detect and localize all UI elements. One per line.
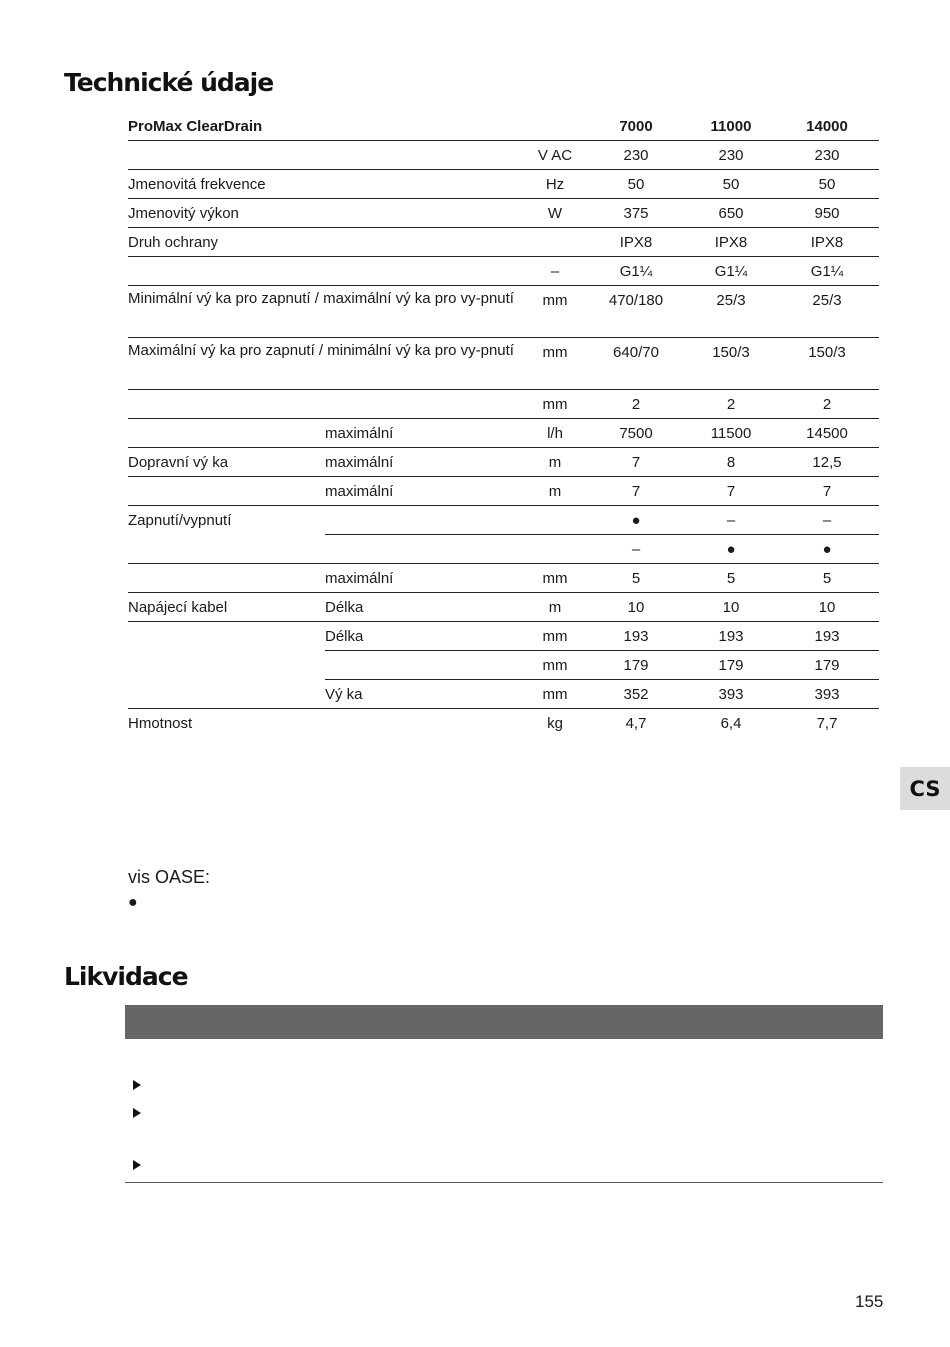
value-cell-14000: IPX8: [775, 228, 879, 257]
row-sublabel: maximální: [325, 419, 525, 448]
row-label: Jmenovitý výkon: [128, 199, 525, 228]
table-row-connection: [128, 257, 879, 286]
value-cell-14000: 193: [775, 622, 879, 651]
table-row-grain: [128, 564, 879, 593]
value-cell-7000: 10: [585, 593, 687, 622]
arrow-bullet-icon: [133, 1108, 141, 1118]
table-row-residual: [128, 390, 879, 419]
row-label: [128, 257, 525, 286]
table-row-flow: [128, 419, 879, 448]
value-cell-14000: 50: [775, 170, 879, 199]
value-cell-14000: G1¼: [775, 257, 879, 286]
product-name-header: ProMax ClearDrain: [128, 112, 585, 141]
row-label: Zapnutí/vypnutí: [128, 506, 325, 564]
value-cell-11000: 650: [687, 199, 775, 228]
unit-cell: [525, 228, 585, 257]
table-row-switch-a: [128, 506, 879, 535]
model-7000-header: 7000: [585, 112, 687, 141]
section-title-technical-data: Technické údaje: [64, 68, 274, 97]
row-sublabel: Délka: [325, 622, 525, 651]
value-cell-14000: 10: [775, 593, 879, 622]
arrow-bullet-icon: [133, 1160, 141, 1170]
unit-cell: mm: [525, 622, 585, 651]
value-cell-11000: 50: [687, 170, 775, 199]
language-tab-cs: CS: [900, 767, 950, 810]
model-14000-header: 14000: [775, 112, 879, 141]
table-row-power: [128, 199, 879, 228]
value-cell-11000: 8: [687, 448, 775, 477]
bullet-point: ●: [128, 894, 138, 911]
row-label: Maximální vý ka pro zapnutí / minimální vý ka pro vy-pnutí: [128, 338, 525, 390]
row-sublabel: maximální: [325, 448, 525, 477]
value-cell-7000: 470/180: [585, 286, 687, 338]
value-cell-7000: 50: [585, 170, 687, 199]
unit-cell: mm: [525, 651, 585, 680]
value-cell-14000: 150/3: [775, 338, 879, 390]
value-cell-14000: 950: [775, 199, 879, 228]
value-cell-7000: 4,7: [625, 715, 647, 732]
page-number: 155: [855, 1292, 884, 1311]
table-row-level-min: [128, 286, 879, 338]
value-cell-14000: ●: [775, 535, 879, 564]
value-cell-14000: 230: [775, 141, 879, 170]
row-sublabel: [325, 651, 525, 680]
row-label: [128, 419, 325, 448]
unit-cell: m: [525, 448, 585, 477]
technical-data-table: [128, 112, 879, 738]
unit-cell: m: [525, 477, 585, 506]
value-cell-11000: 230: [687, 141, 775, 170]
value-cell-11000: 2: [687, 390, 775, 419]
value-cell-14000: 5: [775, 564, 879, 593]
value-cell-7000: 640/70: [585, 338, 687, 390]
row-label: Dopravní vý ka: [128, 448, 325, 477]
row-label: [128, 477, 325, 506]
value-cell-11000: 25/3: [687, 286, 775, 338]
value-cell-11000: 5: [687, 564, 775, 593]
value-cell-14000: 12,5: [775, 448, 879, 477]
unit-cell: mm: [525, 286, 585, 338]
table-row-level-max: [128, 338, 879, 390]
row-sublabel: [325, 535, 525, 564]
table-row-cable: [128, 593, 879, 622]
value-cell-7000: –: [585, 535, 687, 564]
row-sublabel: [325, 506, 525, 535]
value-cell-11000: ●: [687, 535, 775, 564]
row-sublabel: Délka: [325, 593, 525, 622]
row-label: [128, 141, 525, 170]
value-cell-7000: 7: [585, 448, 687, 477]
value-cell-7000: 193: [585, 622, 687, 651]
value-cell-7000: 7500: [585, 419, 687, 448]
value-cell-7000: 5: [585, 564, 687, 593]
value-cell-11000: IPX8: [687, 228, 775, 257]
table-header-row: [128, 112, 879, 141]
unit-cell: Hz: [525, 170, 585, 199]
table-row-frequency: [128, 170, 879, 199]
value-cell-7000: 230: [585, 141, 687, 170]
section-title-disposal: Likvidace: [64, 962, 188, 991]
unit-cell: W: [525, 199, 585, 228]
value-cell-11000: 11500: [687, 419, 775, 448]
row-sublabel: maximální: [325, 477, 525, 506]
unit-cell: [525, 506, 585, 535]
unit-cell: mm: [525, 564, 585, 593]
value-cell-14000: 25/3: [775, 286, 879, 338]
value-cell-11000: G1¼: [687, 257, 775, 286]
model-11000-header: 11000: [687, 112, 775, 141]
table-row-head: [128, 448, 879, 477]
value-cell-11000: 10: [687, 593, 775, 622]
section-divider: [125, 1182, 883, 1183]
value-cell-7000: IPX8: [585, 228, 687, 257]
value-cell-7000: ●: [585, 506, 687, 535]
row-label: [128, 622, 325, 709]
row-label: Jmenovitá frekvence: [128, 170, 525, 199]
unit-cell: [525, 535, 585, 564]
table-row-dim-length: [128, 622, 879, 651]
unit-cell: mm: [525, 390, 585, 419]
value-cell-14000: 179: [775, 651, 879, 680]
arrow-bullet-icon: [133, 1080, 141, 1090]
value-cell-7000: 352: [585, 680, 687, 709]
value-cell-11000: 193: [687, 622, 775, 651]
value-cell-11000: –: [687, 506, 775, 535]
value-cell-14000: –: [775, 506, 879, 535]
row-label: Hmotnost: [128, 715, 193, 732]
unit-cell: l/h: [525, 419, 585, 448]
value-cell-7000: G1¼: [585, 257, 687, 286]
value-cell-14000: 7: [775, 477, 879, 506]
row-label: Napájecí kabel: [128, 593, 325, 622]
unit-cell: m: [525, 593, 585, 622]
unit-cell: mm: [525, 680, 585, 709]
value-cell-14000: 2: [775, 390, 879, 419]
value-cell-14000: 14500: [775, 419, 879, 448]
value-cell-7000: 179: [585, 651, 687, 680]
value-cell-11000: 6,4: [720, 715, 742, 732]
value-cell-7000: 2: [585, 390, 687, 419]
value-cell-7000: 375: [585, 199, 687, 228]
row-label: [128, 564, 325, 593]
value-cell-11000: 150/3: [687, 338, 775, 390]
row-label: Minimální vý ka pro zapnutí / maximální vý ka pro vy-pnutí: [128, 286, 525, 338]
row-label: Druh ochrany: [128, 228, 525, 257]
vis-oase-text: vis OASE:: [128, 867, 211, 887]
unit-cell: –: [525, 257, 585, 286]
table-row-voltage: [128, 141, 879, 170]
value-cell-14000: 393: [775, 680, 879, 709]
row-sublabel: maximální: [325, 564, 525, 593]
value-cell-11000: 7: [687, 477, 775, 506]
unit-cell: mm: [525, 338, 585, 390]
table-row-weight: [128, 709, 879, 738]
value-cell-11000: 393: [687, 680, 775, 709]
value-cell-7000: 7: [585, 477, 687, 506]
unit-cell: kg: [547, 715, 563, 732]
row-sublabel: Vý ka: [325, 680, 525, 709]
disposal-header-bar: [125, 1005, 883, 1039]
value-cell-14000: 7,7: [816, 715, 838, 732]
row-label: [128, 390, 525, 419]
table-row-protection: [128, 228, 879, 257]
table-row-depth: [128, 477, 879, 506]
value-cell-11000: 179: [687, 651, 775, 680]
unit-cell: V AC: [525, 141, 585, 170]
